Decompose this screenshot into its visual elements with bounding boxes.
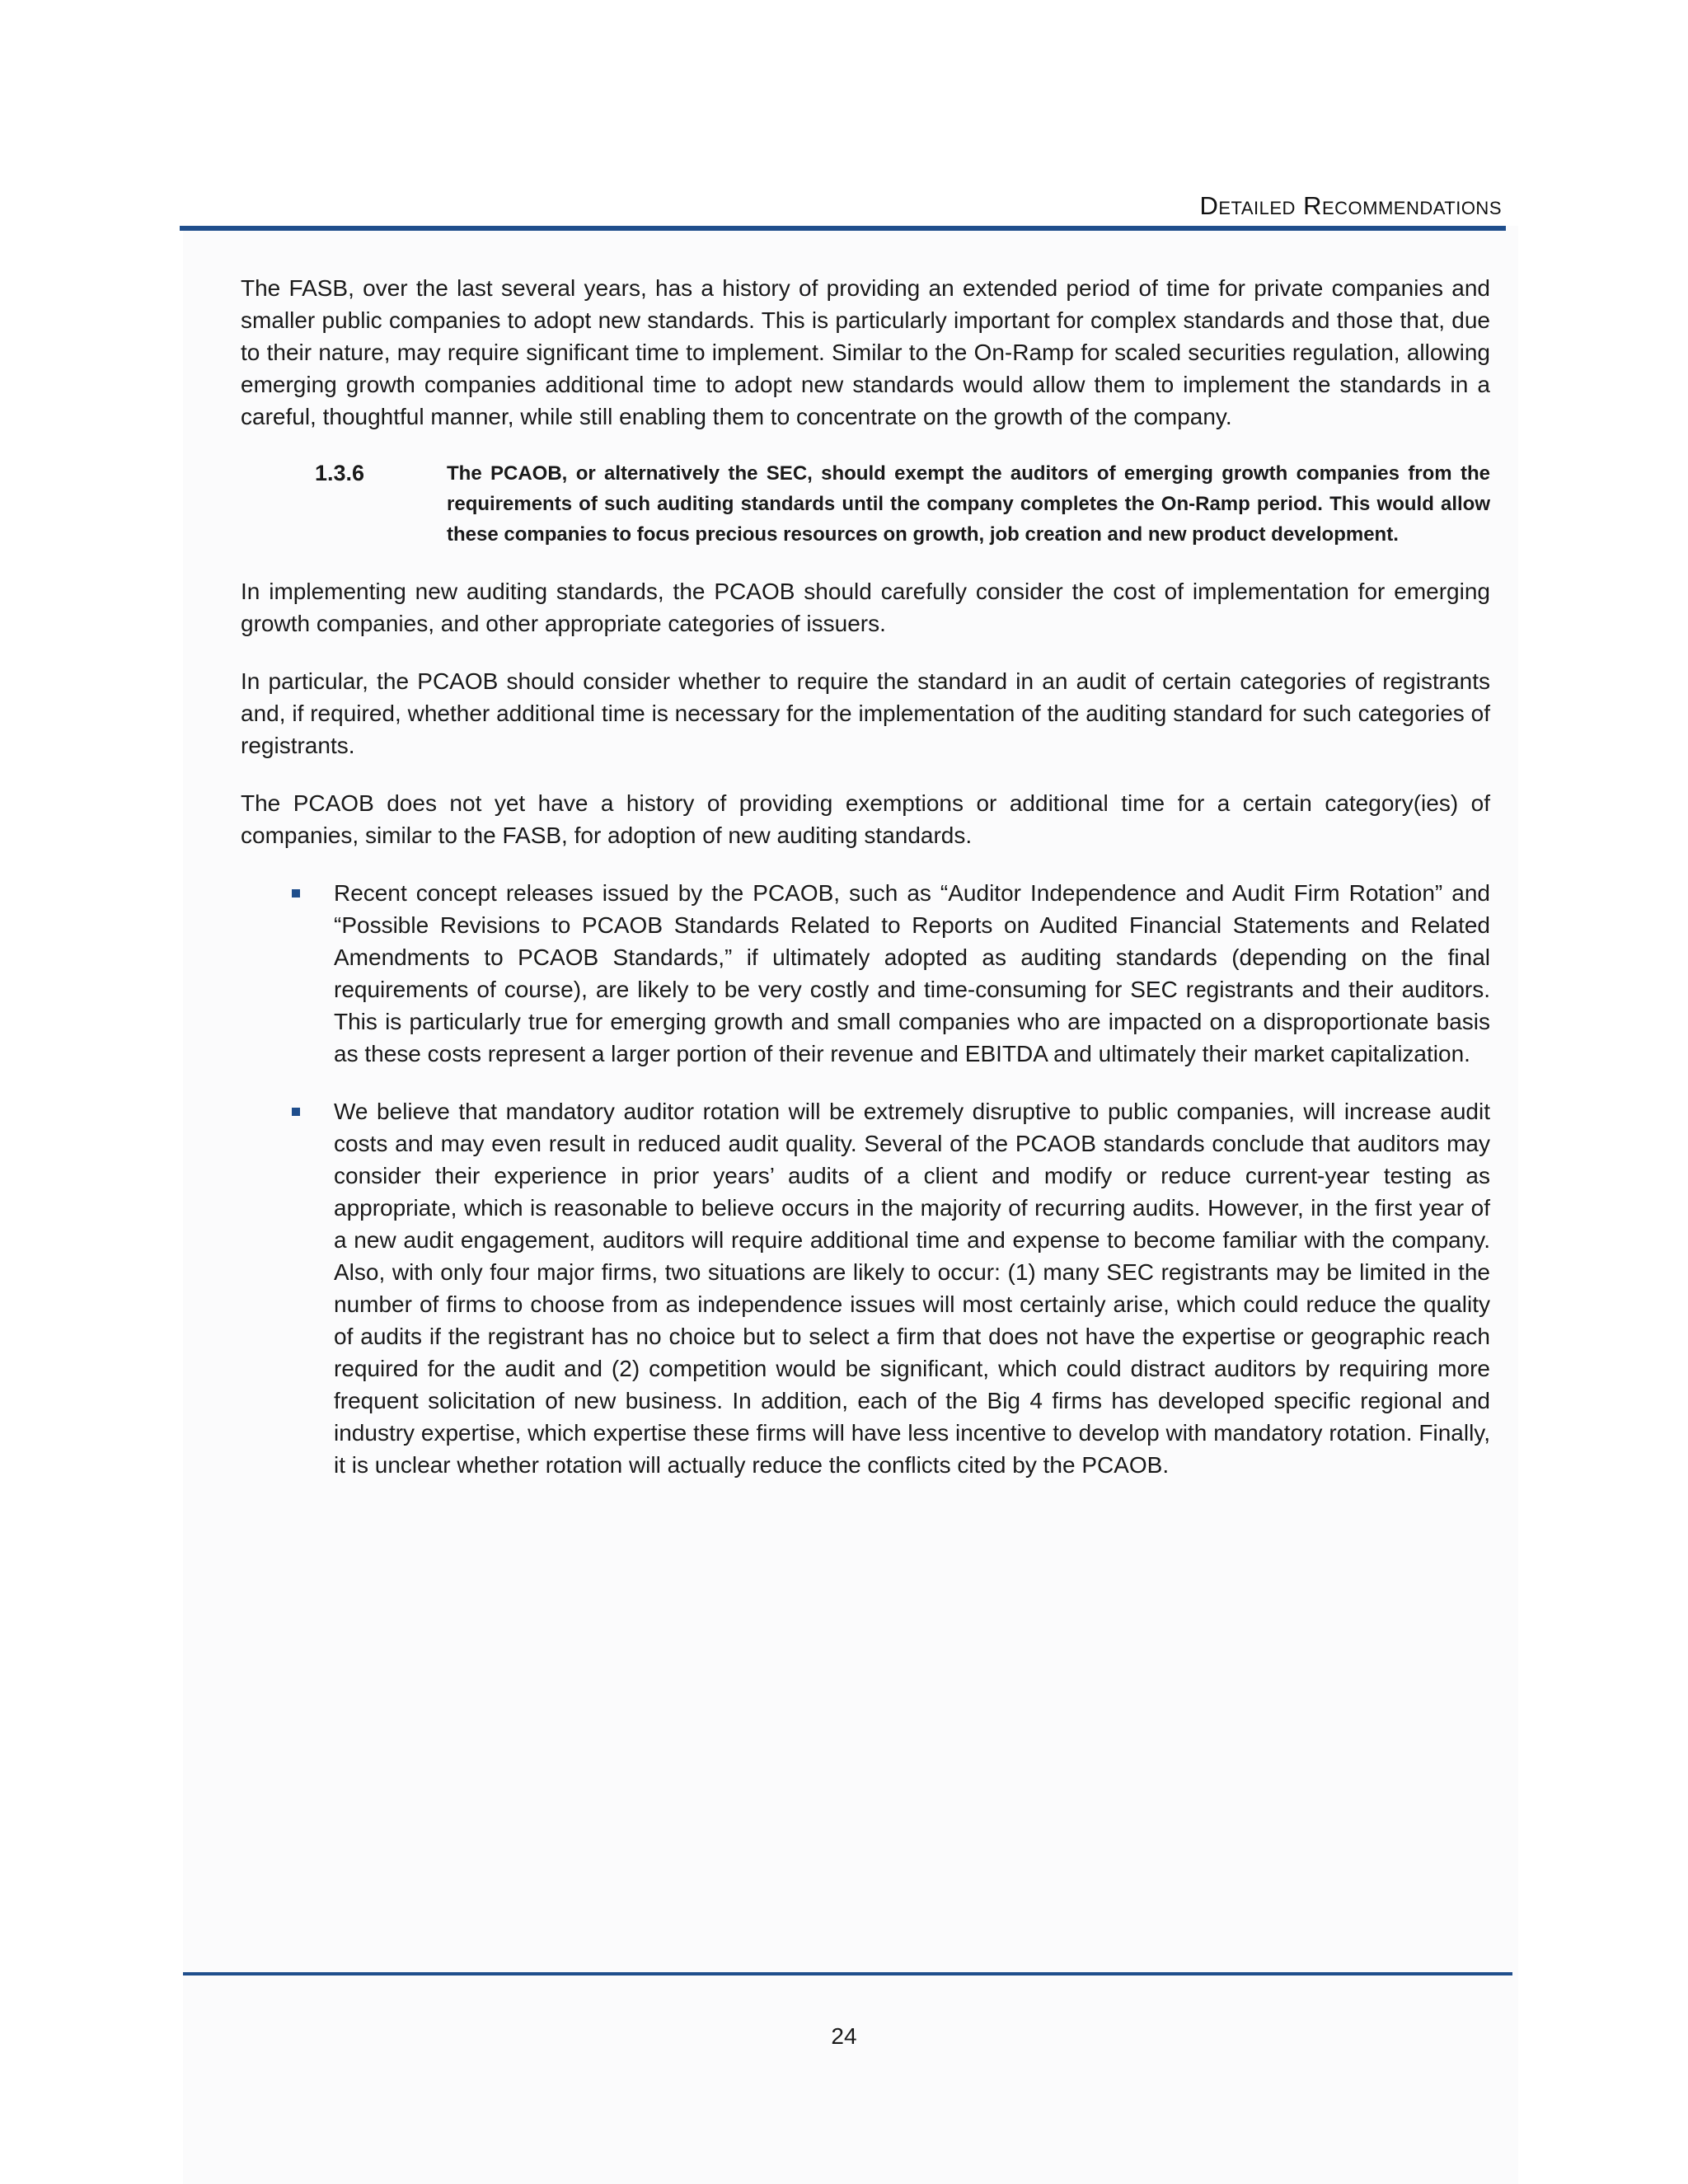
square-bullet-icon [292,889,300,898]
recommendation-text: The PCAOB, or alternatively the SEC, should exempt the auditors of emerging growth companies from the requirements of such auditing standards until the company completes the On-Ramp period. This would allow these companies to focus precious resources on growth, job creation and new product development. [447,462,1490,546]
body-paragraph: In implementing new auditing standards, the PCAOB should carefully consider the cost of implementation for emerging growth companies, and other appropriate categories of issuers. [241,579,1490,636]
body-paragraph: The PCAOB does not yet have a history of providing exemptions or additional time for a certain category(ies) of companies, similar to the FASB, for adoption of new auditing standards. [241,790,1490,848]
document-body [241,272,1490,1507]
section-header-title: Detailed Recommendations [1199,191,1502,220]
square-bullet-icon [292,1108,300,1116]
bullet-text: We believe that mandatory auditor rotation will be extremely disruptive to public companies, will increase audit costs and may even result in reduced audit quality. Several of the PCAOB standards conclude that auditors may consider their experience in prior years’ audits of a client and modify or reduce current-year testing as appropriate, which is reasonable to believe occurs in the majority of recurring audits. However, in the first year of a new audit engagement, auditors will require additional time and expense to become familiar with the company. Also, with only four major firms, two situations are likely to occur: (1) many SEC registrants may be limited in the number of firms to choose from as independence issues will most certainly arise, which could reduce the quality of audits if the registrant has no choice but to select a firm that does not have the expertise or geographic reach required for the audit and (2) competition would be significant, which could distract auditors by requiring more frequent solicitation of new business. In addition, each of the Big 4 firms has developed specific regional and industry expertise, which expertise these firms will have less incentive to develop with mandatory rotation. Finally, it is unclear whether rotation will actually reduce the conflicts cited by the PCAOB. [334,1099,1490,1478]
bullet-list [241,877,1490,1481]
body-paragraph: In particular, the PCAOB should consider whether to require the standard in an audit of certain categories of registrants and, if required, whether additional time is necessary for the implementation of the auditing standard for such categories of registrants. [241,668,1490,758]
body-paragraph: The FASB, over the last several years, has a history of providing an extended period of time for private companies and smaller public companies to adopt new standards. This is particularly important for complex standards and those that, due to their nature, may require significant time to implement. Similar to the On-Ramp for scaled securities regulation, allowing emerging growth companies additional time to adopt new standards would allow them to implement the standards in a careful, thoughtful manner, while still enabling them to concentrate on the growth of the company. [241,275,1490,429]
recommendation-block [241,458,1490,550]
bullet-item [241,877,1490,1070]
page-number: 24 [831,2023,857,2049]
footer-divider [183,1972,1512,1975]
recommendation-number: 1.3.6 [315,461,365,485]
header-divider [180,226,1506,231]
bullet-text: Recent concept releases issued by the PCAOB, such as “Auditor Independence and Audit Firm Rotation” and “Possible Revisions to PCAOB Standards Related to Reports on Audited Financial Statements and Related Amendments to PCAOB Standards,” if ultimately adopted as auditing standards (depending on the final requirements of course), are likely to be very costly and time-consuming for SEC registrants and their auditors. This is particularly true for emerging growth and small companies who are impacted on a disproportionate basis as these costs represent a larger portion of their revenue and EBITDA and ultimately their market capitalization. [334,880,1490,1066]
bullet-item [241,1095,1490,1481]
